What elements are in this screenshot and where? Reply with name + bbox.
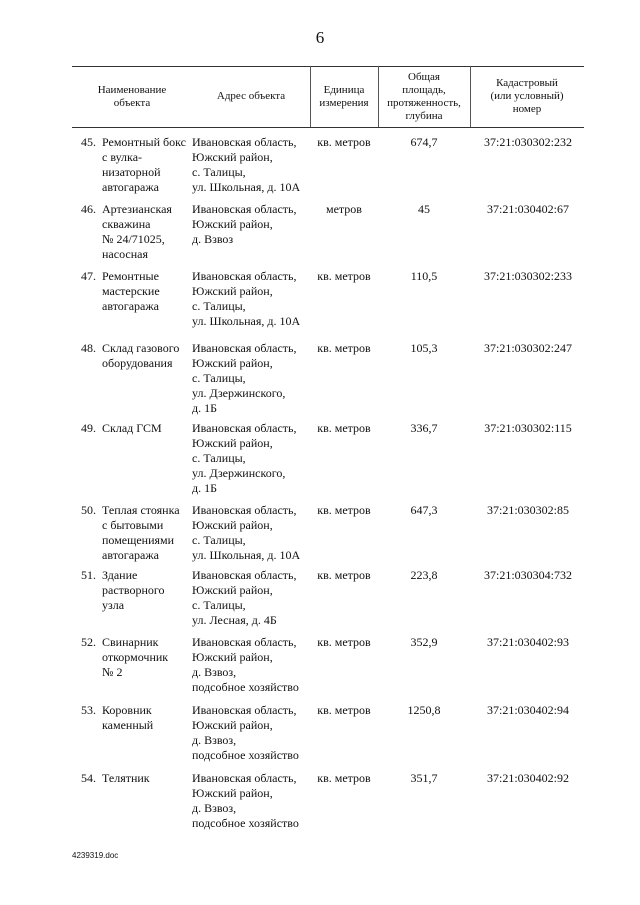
table-row [72, 635, 584, 703]
object-name: Свинарник откормочник № 2 [102, 635, 169, 679]
row-number: 53. [81, 703, 96, 717]
table-row [72, 503, 584, 568]
object-cadastral: 37:21:030302:233 [483, 269, 572, 283]
object-cadastral: 37:21:030302:85 [486, 503, 569, 517]
object-address: Ивановская область, Южский район, д. Взвоз, подсобное хозяйство [192, 771, 299, 830]
object-cadastral: 37:21:030304:732 [483, 568, 572, 582]
row-number: 51. [81, 568, 96, 582]
table-row [72, 269, 584, 341]
object-address: Ивановская область, Южский район, с. Талицы, ул. Лесная, д. 4Б [192, 568, 297, 627]
object-unit: кв. метров [317, 341, 371, 355]
object-area: 110,5 [410, 269, 438, 283]
row-number: 46. [81, 202, 96, 216]
object-unit: кв. метров [317, 771, 371, 785]
object-address: Ивановская область, Южский район, д. Взвоз [192, 202, 297, 246]
document-filename: 4239319.doc [72, 851, 119, 860]
object-cadastral: 37:21:030402:92 [486, 771, 569, 785]
object-area: 105,3 [410, 341, 438, 355]
object-area: 223,8 [410, 568, 438, 582]
object-unit: кв. метров [317, 635, 371, 649]
object-unit: кв. метров [317, 703, 371, 717]
object-address: Ивановская область, Южский район, д. Взвоз, подсобное хозяйство [192, 635, 299, 694]
header-address: Адрес объекта [216, 90, 286, 102]
object-cadastral: 37:21:030402:93 [486, 635, 569, 649]
object-cadastral: 37:21:030302:232 [483, 135, 572, 149]
table-row [72, 703, 584, 771]
row-number: 49. [81, 421, 96, 435]
row-number: 54. [81, 771, 96, 785]
object-area: 674,7 [410, 135, 438, 149]
row-number: 50. [81, 503, 96, 517]
object-cadastral: 37:21:030302:115 [484, 421, 572, 435]
object-address: Ивановская область, Южский район, с. Талицы, ул. Дзержинского, д. 1Б [192, 341, 297, 415]
object-address: Ивановская область, Южский район, с. Талицы, ул. Школьная, д. 10А [192, 503, 301, 562]
object-address: Ивановская область, Южский район, д. Взвоз, подсобное хозяйство [192, 703, 299, 762]
object-area: 45 [418, 202, 430, 216]
object-area: 1250,8 [407, 703, 441, 717]
table-header [72, 66, 584, 127]
object-cadastral: 37:21:030402:67 [486, 202, 569, 216]
object-address: Ивановская область, Южский район, с. Талицы, ул. Школьная, д. 10А [192, 135, 301, 194]
table-header-rule [72, 127, 584, 128]
object-name: Склад газового оборудования [102, 341, 180, 370]
header-unit: Единица измерения [319, 83, 369, 109]
object-area: 352,9 [410, 635, 438, 649]
row-number: 48. [81, 341, 96, 355]
object-name: Здание растворного узла [102, 568, 165, 612]
object-area: 647,3 [410, 503, 438, 517]
row-number: 52. [81, 635, 96, 649]
object-unit: кв. метров [317, 503, 371, 517]
object-area: 351,7 [410, 771, 438, 785]
object-unit: кв. метров [317, 421, 371, 435]
object-cadastral: 37:21:030402:94 [486, 703, 569, 717]
object-name: Артезианская скважина № 24/71025, насосная [102, 202, 172, 261]
object-name: Коровник каменный [102, 703, 154, 732]
table-row [72, 135, 584, 202]
object-unit: кв. метров [317, 568, 371, 582]
object-area: 336,7 [410, 421, 438, 435]
object-address: Ивановская область, Южский район, с. Талицы, ул. Дзержинского, д. 1Б [192, 421, 297, 495]
table-body [72, 135, 584, 839]
page-number: 6 [315, 28, 325, 47]
object-unit: метров [326, 202, 362, 216]
object-unit: кв. метров [317, 269, 371, 283]
object-name: Склад ГСМ [102, 421, 162, 435]
table-row [72, 568, 584, 635]
table-row [72, 341, 584, 421]
table-row [72, 771, 584, 839]
object-name: Ремонтные мастерские автогаража [102, 269, 160, 313]
row-number: 45. [81, 135, 96, 149]
object-name: Телятник [102, 771, 150, 785]
table-row [72, 202, 584, 269]
header-name: Наименование объекта [97, 83, 167, 109]
header-cadastral: Кадастровый (или условный) номер [490, 77, 564, 115]
object-name: Ремонтный бокс с вулка- низаторной автогаража [102, 135, 186, 194]
object-address: Ивановская область, Южский район, с. Талицы, ул. Школьная, д. 10А [192, 269, 301, 328]
header-area: Общая площадь, протяженность, глубина [387, 70, 461, 122]
object-name: Теплая стоянка с бытовыми помещениями автогаража [102, 503, 180, 562]
object-unit: кв. метров [317, 135, 371, 149]
row-number: 47. [81, 269, 96, 283]
table-row [72, 421, 584, 503]
object-cadastral: 37:21:030302:247 [483, 341, 572, 355]
